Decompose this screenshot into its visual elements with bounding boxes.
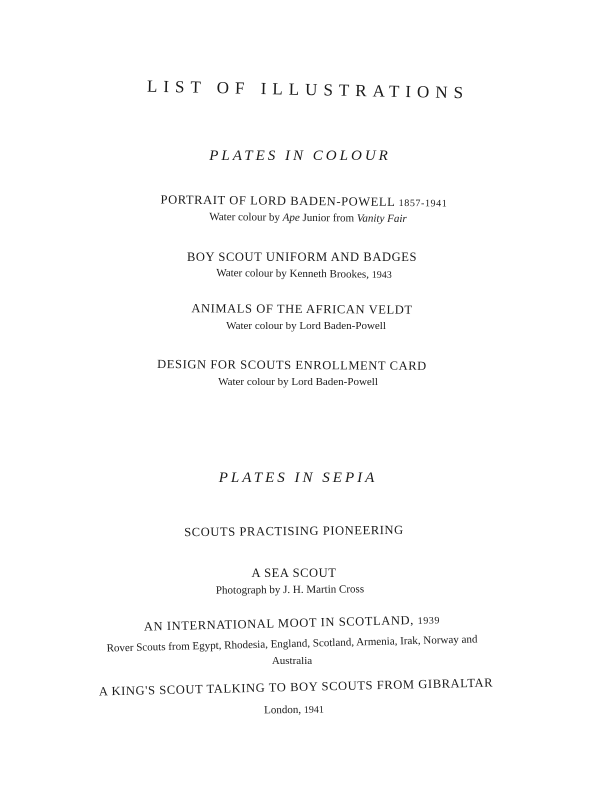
plate-caption: Water colour by Lord Baden-Powell [226, 320, 386, 332]
plate-caption [4, 265, 600, 283]
caption-year: 1943 [371, 269, 392, 281]
plate-title: ANIMALS OF THE AFRICAN VELDT [191, 301, 413, 317]
plate-title: SCOUTS PRACTISING PIONEERING [184, 522, 404, 540]
caption-artist: Ape [282, 211, 300, 224]
caption-year: 1941 [303, 704, 324, 716]
plate-title: DESIGN FOR SCOUTS ENROLLMENT CARD [157, 357, 427, 373]
plate-title: BOY SCOUT UNIFORM AND BADGES [186, 250, 418, 264]
sepia-section-heading: PLATES IN SEPIA [218, 470, 378, 486]
caption-prefix: Water colour by [209, 210, 280, 224]
plate-year: 1939 [417, 615, 441, 627]
plate-caption: Rover Scouts from Egypt, Rhodesia, England, Scotland, Armenia, Irak, Norway and [106, 633, 478, 655]
caption-source: Vanity Fair [356, 212, 407, 226]
plate-title: A KING'S SCOUT TALKING TO BOY SCOUTS FROM GIBRALTAR [98, 675, 494, 699]
plate-caption: Water colour by Lord Baden-Powell [218, 376, 378, 388]
caption-text: Water colour by Kenneth Brookes, [216, 267, 370, 281]
plate-caption-continued: Australia [271, 655, 313, 667]
plate-caption [0, 700, 594, 720]
plate-caption [8, 209, 600, 227]
colour-section-heading: PLATES IN COLOUR [209, 148, 391, 164]
page-title: LIST OF ILLUSTRATIONS [146, 76, 470, 103]
plate-title: A SEA SCOUT [251, 566, 337, 580]
plate-years: 1857-1941 [398, 197, 448, 210]
plate-title-text: PORTRAIT OF LORD BADEN-POWELL [160, 192, 396, 209]
caption-text: London, [264, 703, 302, 717]
plate-caption: Photograph by J. H. Martin Cross [215, 583, 365, 597]
plate-title-text: AN INTERNATIONAL MOOT IN SCOTLAND, [143, 613, 415, 634]
caption-middle: Junior from [302, 211, 355, 225]
